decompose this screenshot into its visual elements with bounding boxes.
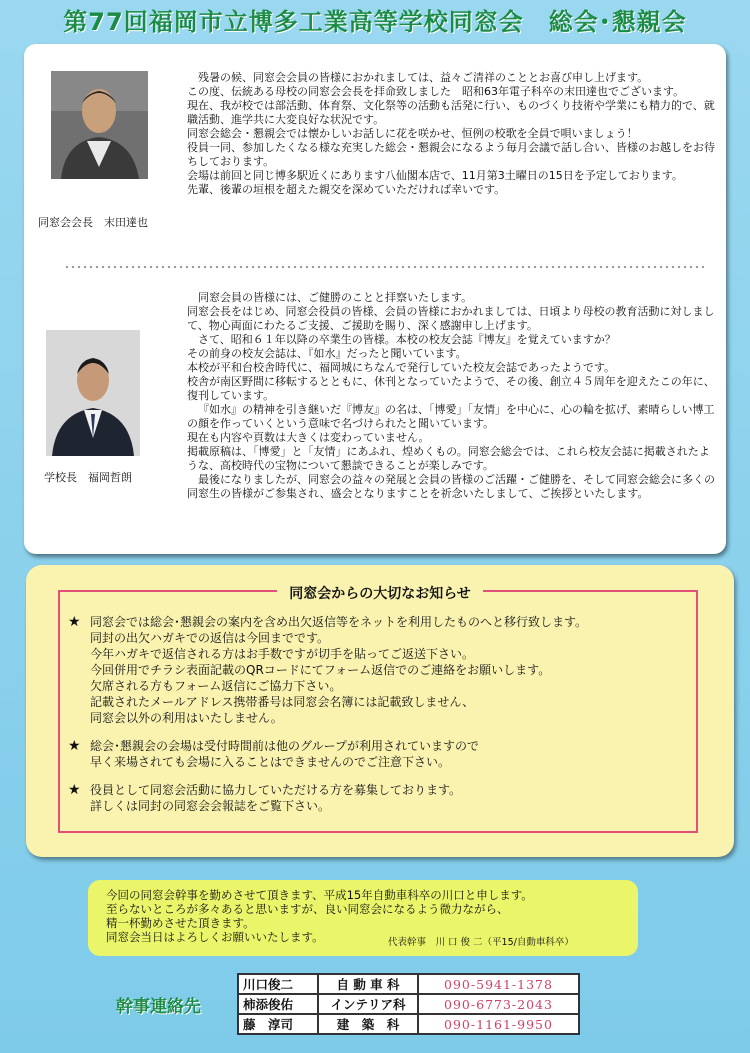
contact-name: 柿添俊佑 (238, 994, 318, 1014)
chairman-paragraph: この度、伝統ある母校の同窓会会長を拝命致しました 昭和63年電子科卒の末田達也でございます。 (187, 85, 685, 98)
principal-paragraph: 掲載原稿は、「博愛」と「友情」にあふれ、煌めくもの。同窓会総会では、これら校友会誌に掲載されたような、高校時代の宝物について懇談できることが楽しみです。 (187, 445, 710, 472)
notice-line: 今年ハガキで返信される方はお手数ですが切手を貼ってご返送下さい。 (90, 647, 475, 661)
principal-paragraph: 『如水』の精神を引き継いだ『博友』の名は、「博愛」「友情」を中心に、心の輪を拡げ、素晴らしい博工の顔を作っていくという意味で名づけられたと聞いています。 (187, 403, 715, 430)
organizer-line: 同窓会当日はよろしくお願いいたします。 (106, 930, 324, 944)
principal-paragraph: 校舎が南区野間に移転するとともに、休刊となっていたようで、その後、創立４５周年を迎えたこの年に、復刊しています。 (187, 375, 715, 402)
contact-dept: 建 築 科 (318, 1014, 418, 1034)
notice-panel (26, 565, 734, 857)
contact-dept: 自 動 車 科 (318, 974, 418, 994)
notice-line: 同窓会以外の利用はいたしません。 (90, 711, 283, 725)
divider (64, 264, 704, 270)
principal-paragraph: 現在も内容や頁数は大きくは変わっていません。 (187, 431, 430, 444)
organizer-message (88, 880, 638, 956)
star-icon: ★ (68, 614, 81, 630)
contact-phone: 090-6773-2043 (418, 994, 579, 1014)
principal-paragraph: その前身の校友会誌は、『如水』だったと聞いています。 (187, 347, 467, 360)
star-icon: ★ (68, 738, 81, 754)
contact-dept: インテリア科 (318, 994, 418, 1014)
chairman-message (187, 71, 715, 197)
chairman-paragraph: 同窓会総会・懇親会では懐かしいお話しに花を咲かせ、恒例の校歌を全員で唄いましょう！ (187, 127, 638, 140)
notice-line: 早く来場されても会場に入ることはできませんのでご注意下さい。 (90, 755, 451, 769)
contact-name: 藤 淳司 (238, 1014, 318, 1034)
organizer-line: 精一杯勤めさせた頂きます。 (106, 916, 255, 930)
organizer-line: 今回の同窓会幹事を勤めさせて頂きます、平成15年自動車科卒の川口と申します。 (106, 888, 533, 902)
chairman-photo (51, 71, 148, 179)
notice-line: 総会･懇親会の会場は受付時間前は他のグループが利用されていますので (90, 739, 480, 753)
organizer-signature: 代表幹事 川 口 俊 二（平15/自動車科卒） (388, 937, 574, 948)
chairman-paragraph: 会場は前回と同じ博多駅近くにあります八仙閣本店で、11月第3土曜日の15日を予定しております。 (187, 169, 683, 182)
principal-portrait-image (46, 330, 140, 456)
table-row (238, 1014, 579, 1034)
organizer-line: 至らないところが多々あると思いますが、良い同窓会になるよう微力ながら、 (106, 902, 509, 916)
notice-line: 同窓会では総会･懇親会の案内を含め出欠返信等をネットを利用したものへと移行致します。 (90, 615, 588, 629)
notice-line: 記載されたメールアドレス携帯番号は同窓会名簿には記載致しません、 (90, 695, 475, 709)
table-row (238, 994, 579, 1014)
notice-line: 今回併用でチラシ表面記載のQRコードにてフォーム返信でのご連絡をお願いします。 (90, 663, 551, 677)
notice-line: 欠席される方もフォーム返信にご協力下さい。 (90, 679, 342, 693)
notice-line: 同封の出欠ハガキでの返信は今回までです。 (90, 631, 330, 645)
table-row (238, 974, 579, 994)
chairman-portrait-image (51, 71, 148, 179)
principal-message (187, 291, 715, 501)
principal-paragraph: 同窓会員の皆様には、ご健勝のことと拝察いたします。 (198, 291, 473, 304)
notice-title (26, 583, 734, 603)
star-icon: ★ (68, 782, 81, 798)
notice-title-text: 同窓会からの大切なお知らせ (277, 586, 483, 602)
chairman-paragraph: 現在、我が校では部活動、体育祭、文化祭等の活動も活発に行い、ものづくり技術や学業にも精力的で、就職活動、進学共に大変良好な状況です。 (187, 99, 715, 126)
contact-name: 川口俊二 (238, 974, 318, 994)
principal-paragraph: さて、昭和６１年以降の卒業生の皆様。本校の校友会誌『博友』を覚えていますか？ (198, 333, 616, 346)
chairman-paragraph: 役員一同、参加したくなる様な充実した総会・懇親会になるよう毎月会議で話し合い、皆様のお越しをお待ちしております。 (187, 141, 715, 168)
contact-phone: 090-5941-1378 (418, 974, 579, 994)
contact-phone: 090-1161-9950 (418, 1014, 579, 1034)
principal-photo (46, 330, 140, 456)
principal-paragraph: 同窓会長をはじめ、同窓会役員の皆様、会員の皆様におかれましては、日頃より母校の教育活動に対しまして、物心両面にわたるご支援、ご援助を賜り、深く感謝申し上げます。 (187, 305, 715, 332)
notice-line: 役員として同窓会活動に協力していただける方を募集しております。 (90, 783, 462, 797)
contacts-label: 幹事連絡先 (116, 997, 201, 1017)
principal-caption: 学校長 福岡哲朗 (44, 471, 132, 484)
chairman-paragraph: 残暑の候、同窓会会員の皆様におかれましては、益々ご清祥のこととお喜び申し上げます。 (198, 71, 649, 84)
page-title: 第77回福岡市立博多工業高等学校同窓会 総会･懇親会 (63, 8, 687, 36)
contacts-table (237, 973, 580, 1035)
chairman-paragraph: 先輩、後輩の垣根を超えた親交を深めていただければ幸いです。 (187, 183, 506, 196)
chairman-caption: 同窓会会長 末田達也 (38, 216, 148, 229)
notice-box (58, 590, 698, 833)
principal-paragraph: 最後になりましたが、同窓会の益々の発展と会員の皆様のご活躍・ご健勝を、そして同窓会総会に多くの同窓生の皆様がご参集され、盛会となりますことを祈念いたしまして、ご挨拶といたします。 (187, 473, 715, 500)
greetings-panel (24, 44, 726, 554)
principal-paragraph: 本校が平和台校舎時代に、福岡城にちなんで発行していた校友会誌であったようです。 (187, 361, 616, 374)
notice-line: 詳しくは同封の同窓会会報誌をご覧下さい。 (90, 799, 331, 813)
